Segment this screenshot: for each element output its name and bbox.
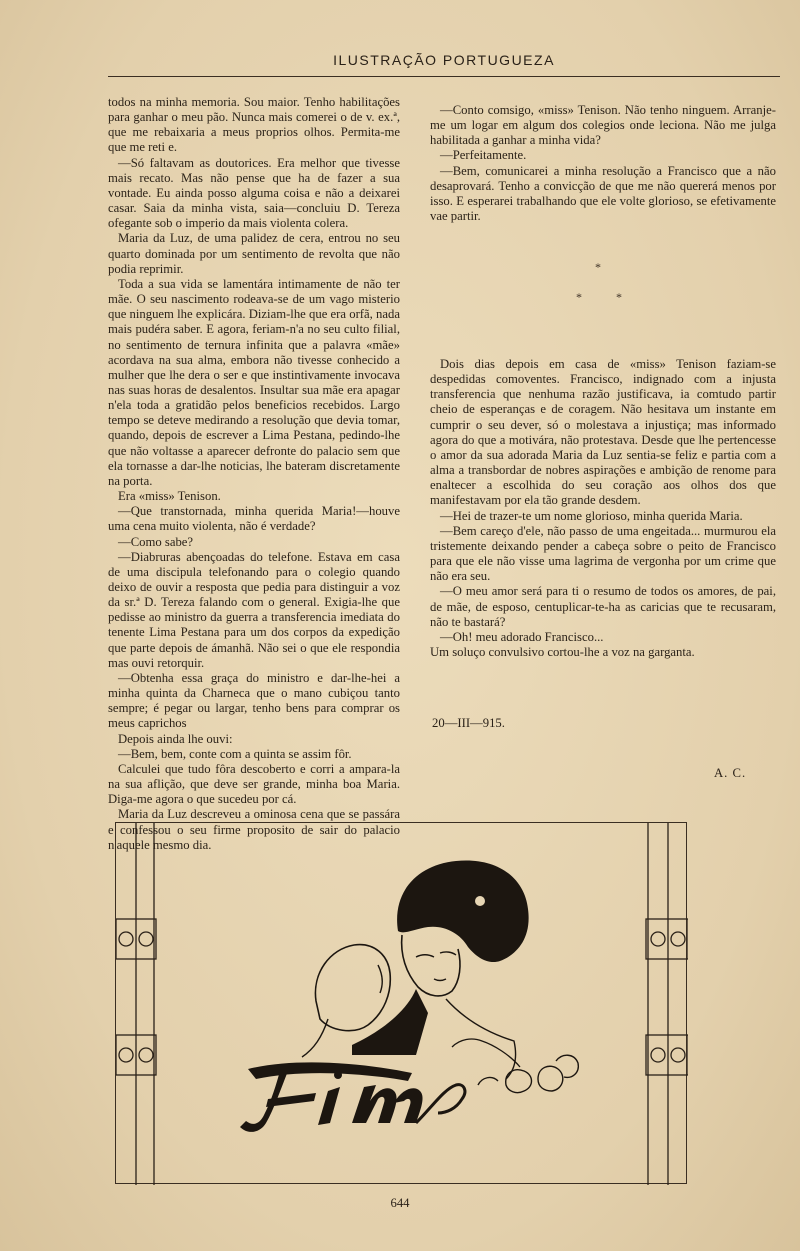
right-column-bottom [430, 357, 776, 660]
embracing-figures [302, 860, 529, 1079]
left-column [108, 95, 400, 853]
paragraph: —Como sabe? [118, 534, 194, 549]
magazine-header: ILUSTRAÇÃO PORTUGUEZA [333, 52, 555, 68]
paragraph: —Bem careço d'ele, não passo de uma engeitada... murmurou ela tristemente deixando pender a cabeça sobre o peito de Francisco para que ele não visse uma lagrima de vergonha por um crime que não era seu. [430, 523, 776, 584]
fim-lettering [240, 1062, 465, 1132]
page-number: 644 [390, 1196, 410, 1210]
separator-star: * [576, 290, 582, 304]
paragraph: —Que transtornada, minha querida Maria!—houve uma cena muito violenta, não é verdade? [108, 504, 400, 534]
left-decorative-border [116, 823, 156, 1185]
paragraph: —Só faltavam as doutorices. Era melhor que tivesse mais recato. Mas não pense que ha de fazer a sua vontade. Eu ainda posso alguma coisa e não a deixarei casar. Saia da minha vista, saia—concluiu D. Tereza ofegante sob o imperio da mais violenta colera. [108, 155, 400, 231]
fim-illustration [115, 822, 687, 1184]
separator-star: * [616, 290, 622, 304]
separator-star: * [595, 260, 601, 274]
paragraph: Um soluço convulsivo cortou-lhe a voz na garganta. [430, 644, 695, 659]
dateline: 20—III—915. [432, 716, 505, 730]
paragraph: Toda a sua vida se lamentára intimamente de não ter mãe. O seu nascimento rodeava-se de um vago misterio que ninguem lhe explicára. Diziam-lhe que era orfã, nada mais pudéra saber. E agora, feriam-n'a no seu culto filial, no sentimento de ternura infinita que a palavra «mãe» acordava na sua alma, embora não tivesse conhecido a mulher que lhe dera o ser e que instintivamente invocava nas suas horas de desalentos. Insultar sua mãe era apagar n'ela toda a gratidão pelos beneficios recebidos. Largo tempo se deteve medirando a resolução que devia tomar, quando, depois de escrever a Lima Pestana, pedindo-lhe que não voltasse a aparecer defronte do palacio sem que ela tornasse a dar-lhe noticias, lhe bateram discretamente na porta. [108, 276, 400, 488]
right-decorative-border [646, 823, 688, 1185]
paragraph: —Bem, bem, conte com a quinta se assim fôr. [118, 746, 352, 761]
roses [478, 1055, 578, 1092]
author-signature: A. C. [714, 766, 747, 780]
paragraph: —Hei de trazer-te um nome glorioso, minha querida Maria. [440, 508, 743, 523]
paragraph: —Bem, comunicarei a minha resolução a Francisco que a não desaprovará. Tenho a convicção de que me não quererá menos por isso. E esperarei trabalhando que ele volte glorioso, se efetivamente vae partir. [430, 163, 776, 224]
header-rule [108, 76, 780, 77]
paragraph: todos na minha memoria. Sou maior. Tenho habilitações para ganhar o meu pão. Nunca mais comerei o de v. ex.ª, que me rebaixaria a meus proprios olhos. Permita-me que me reti e. [108, 95, 400, 155]
paragraph: —Obtenha essa graça do ministro e dar-lhe-hei a minha quinta da Charneca que o mano cubiçou tanto sempre; é pegar ou largar, tenho bens para comprar os meus caprichos [108, 670, 400, 731]
paragraph: —O meu amor será para ti o resumo de todos os amores, de pai, de mãe, de esposo, centuplicar-te-ha as caricias que te recusaram, não te bastará? [430, 584, 776, 629]
paragraph: —Oh! meu adorado Francisco... [440, 629, 604, 644]
paragraph: Maria da Luz descreveu a ominosa cena que se passára e confessou o seu firme proposito de sair do palacio n'aquele mesmo dia. [108, 807, 400, 852]
paragraph: Calculei que tudo fôra descoberto e corri a ampara-la na sua aflição, que deve ser grande, minha boa Maria. Diga-me agora o que sucedeu por cá. [108, 761, 400, 807]
paragraph: —Perfeitamente. [440, 148, 527, 163]
illustration-drawing [116, 823, 688, 1185]
paragraph: —Conto comsigo, «miss» Tenison. Não tenho ninguem. Arranje-me um logar em algum dos colegios onde leciona. Não me julga habilitada a ganhar a minha vida? [430, 103, 776, 148]
paragraph: Depois ainda lhe ouvi: [118, 731, 233, 746]
paragraph: Maria da Luz, de uma palidez de cera, entrou no seu quarto dominada por um sentimento de revolta que não podia reprimir. [108, 231, 400, 276]
paragraph: Era «miss» Tenison. [118, 489, 221, 504]
right-column-top [430, 103, 776, 224]
paragraph: Dois dias depois em casa de «miss» Tenison faziam-se despedidas comoventes. Francisco, indignado com a injusta transferencia que nenhuma razão justificava, ia comtudo partir cheio de esperanças e de coragem. Não hesitava um instante em cumprir o seu dever, só o molestava a injustiça; mas informado agora do que a motivára, não protestava. Desde que lhe pertencesse o amor da sua adorada Maria da Luz sentia-se feliz e partia com a alma a transbordar de nobres aspirações e ambição de renome para enaltecer a escolhida do seu coração aos olhos dos que manifestavam por ela tão grande desdem. [430, 357, 776, 508]
paragraph: —Diabruras abençoadas do telefone. Estava em casa de uma discipula telefonando para o colegio quando deixo de ouvir a resposta que pedia para distinguir a voz da sr.ª D. Tereza falando com o general. Exigia-lhe que pedisse ao ministro da guerra a transferencia imediata do tenente Lima Pestana para um dos corpos da expedição que parte depois de ámanhã. Não sei o que ele respondia mas ouvi retorquir. [108, 549, 400, 670]
